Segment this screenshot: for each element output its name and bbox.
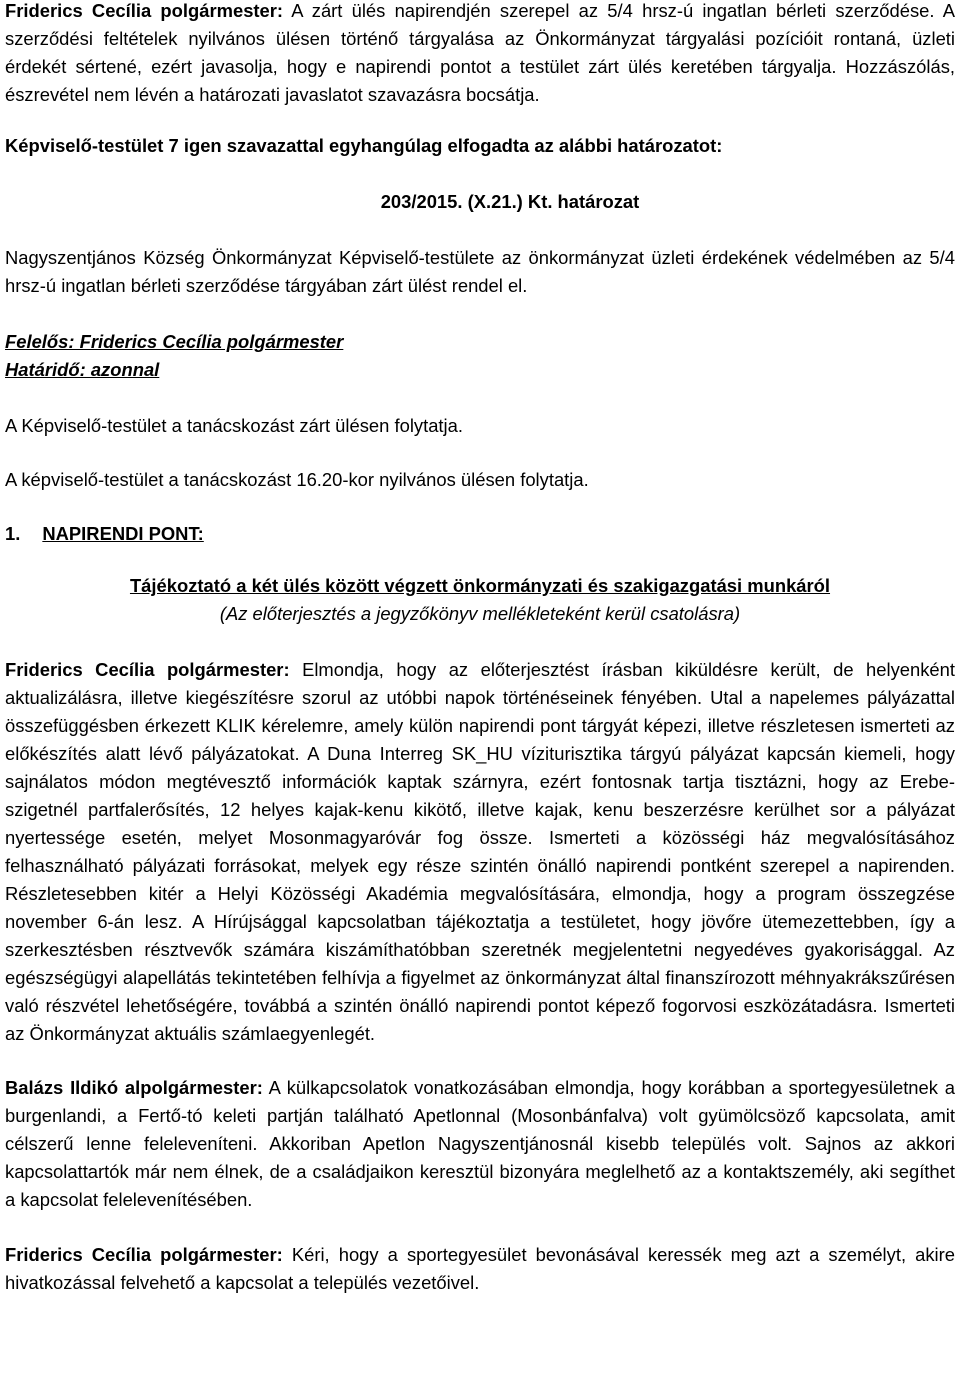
paragraph-text: Elmondja, hogy az előterjesztést írásban kiküldésre került, de helyenként aktualizálásra, illetve kiegészítésre szorul az utóbbi napok történéseinek fényében. Utal a napelemes pályázattal összefüggésben érkezett KLIK kérelemre, amely külön napirendi pont tárgyát képezi, illetve részletesen ismerteti az előkészítés alatt lévő pályázatokat. A Duna Interreg SK_HU víziturisztika tárgyú pályázat kapcsán kiemeli, hogy sajnálatos módon megtévesztő információk kaptak szárnyra, ezért fontosnak tartja tisztázni, hogy az Erebe- szigetnél partfalerősítés, 12 helyes kajak-kenu kikötő, illetve kajak, kenu beszerzésre kerülhet sor a pályázat nyertessége esetén, melyet Mosonmagyaróvár fog össze. Ismerteti a közösségi ház megvalósításához felhasználható pályázati forrásokat, melyek egy része szintén önálló napirendi pontként szerepel a napirenden. Részletesebben kitér a Helyi Közösségi Akadémia megvalósítására, elmondja, hogy a program összegzése november 6-án lesz. A Hírújsággal kapcsolatban tájékoztatja a testületet, hogy jövőre ütemezettebben, így a szerkesztésben résztvevők számára kiszámíthatóbban szeretnék megjelentetni negyedéves gyakorisággal. Az egészségügyi alapellátás tekintetében felhívja a figyelmet az önkormányzat által finanszírozott méhnyakrákszűrésen való részvétel lehetőségére, továbbá a szintén önálló napirendi pontot képező fogorvosi eszközátadásra. Ismerteti az Önkormányzat aktuális számlaegyenlegét. <box>5 659 955 1044</box>
document-page <box>5 0 955 1297</box>
resolution-text: Nagyszentjános Község Önkormányzat Képviselő-testülete az önkormányzat üzleti érdekének védelmében az 5/4 hrsz-ú ingatlan bérleti szerződése tárgyában zárt ülést rendel el. <box>5 247 955 296</box>
resolution-number: 203/2015. (X.21.) Kt. határozat <box>380 191 640 212</box>
continue-closed-session: A Képviselő-testület a tanácskozást zárt ülésen folytatja. <box>5 415 463 436</box>
responsible-label: Felelős: Friderics Cecília polgármester <box>5 331 344 352</box>
speaker-name: Friderics Cecília polgármester: <box>5 1244 283 1265</box>
speaker-name: Friderics Cecília polgármester: <box>5 0 284 21</box>
deadline-label: Határidő: azonnal <box>5 359 160 380</box>
paragraph-text: A zárt ülés napirendjén szerepel az 5/4 hrsz-ú ingatlan bérleti szerződése. A szerződési feltételek nyilvános ülésen történő tárgyalása az Önkormányzat tárgyalási pozícióit rontaná, üzleti érdekét sértené, ezért javasolja, hogy e napirendi pontot a testület zárt ülés keretében tárgyalja. Hozzászólás, észrevétel nem lévén a határozati javaslatot szavazásra bocsátja. <box>5 0 955 105</box>
agenda-label: NAPIRENDI PONT: <box>42 523 204 544</box>
paragraph-mayor-request <box>5 1241 955 1297</box>
paragraph-text: A külkapcsolatok vonatkozásában elmondja, hogy korábban a sportegyesületnek a burgenlandi, a Fertő-tó keleti partján található Apetlonnal (Mosonbánfalva) volt gyümölcsöző kapcsolata, amit célszerű lenne feleleveníteni. Akkoriban Apetlon Nagyszentjánosnál kisebb település volt. Sajnos az akkori kapcsolattartók már nem élnek, de a családjaikon keresztül bizonyára meglelhető az a kontaktszemély, aki segíthet a kapcsolat felelevenítésében. <box>5 1077 955 1210</box>
agenda-heading <box>5 520 955 548</box>
continue-public-session: A képviselő-testület a tanácskozást 16.20-kor nyilvános ülésen folytatja. <box>5 469 589 490</box>
agenda-number: 1. <box>5 523 21 544</box>
deadline-line <box>5 356 955 384</box>
topic-note: (Az előterjesztés a jegyzőkönyv mellékleteként kerül csatolásra) <box>219 603 741 624</box>
speaker-name: Friderics Cecília polgármester: <box>5 659 290 680</box>
paragraph-deputy-mayor <box>5 1074 955 1214</box>
paragraph-mayor-report <box>5 656 955 1048</box>
vote-result: Képviselő-testület 7 igen szavazattal egyhangúlag elfogadta az alábbi határozatot: <box>5 135 723 156</box>
responsible-line <box>5 328 955 356</box>
paragraph-mayor-closed-session <box>5 0 955 109</box>
speaker-name: Balázs Ildikó alpolgármester: <box>5 1077 263 1098</box>
paragraph-text: Kéri, hogy a sportegyesület bevonásával keressék meg azt a személyt, akire hivatkozással felvehető a kapcsolat a település vezetőivel. <box>5 1244 955 1293</box>
topic-title: Tájékoztató a két ülés között végzett önkormányzati és szakigazgatási munkáról <box>129 575 831 596</box>
